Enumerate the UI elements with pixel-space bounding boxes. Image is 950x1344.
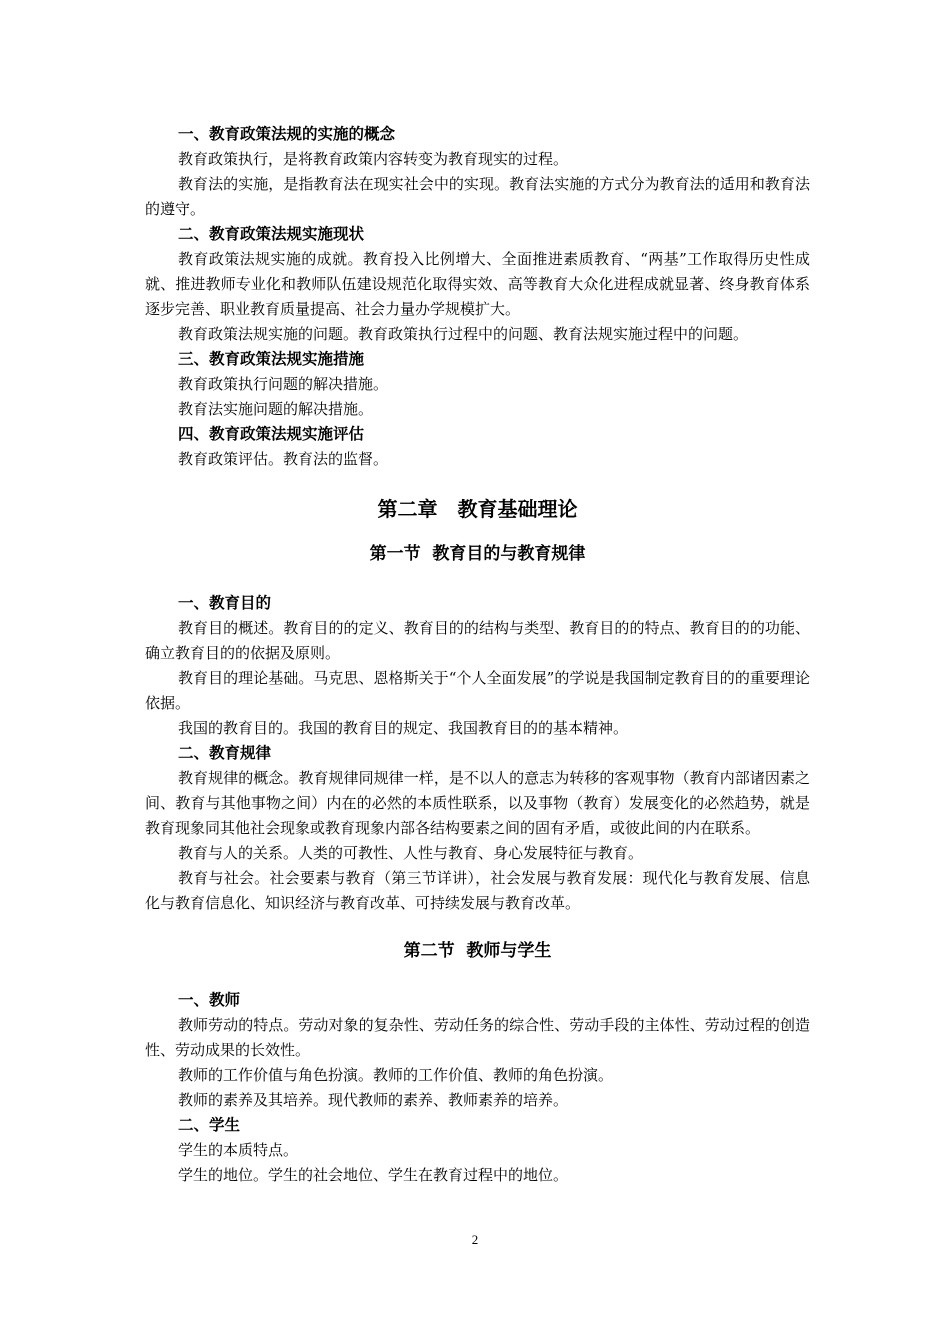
document-page xyxy=(145,122,810,1188)
paragraph: 教育目的概述。教育目的的定义、教育目的的结构与类型、教育目的的特点、教育目的的功能、确立教育目的的依据及原则。 xyxy=(145,619,810,662)
paragraph: 教育法的实施，是指教育法在现实社会中的实现。教育法实施的方式分为教育法的适用和教育法的遵守。 xyxy=(145,175,810,218)
paragraph: 教育目的理论基础。马克思、恩格斯关于“个人全面发展”的学说是我国制定教育目的的重要理论依据。 xyxy=(145,669,810,712)
paragraph: 教育与人的关系。人类的可教性、人性与教育、身心发展特征与教育。 xyxy=(178,844,644,862)
heading-student: 二、学生 xyxy=(178,1116,241,1134)
section-title: 第一节 教育目的与教育规律 xyxy=(369,544,586,564)
paragraph: 学生的地位。学生的社会地位、学生在教育过程中的地位。 xyxy=(178,1166,569,1184)
paragraph: 教师的工作价值与角色扮演。教师的工作价值、教师的角色扮演。 xyxy=(178,1066,614,1084)
paragraph: 教育政策法规实施的成就。教育投入比例增大、全面推进素质教育、“两基”工作取得历史性成就、推进教师专业化和教师队伍建设规范化取得实效、高等教育大众化进程成就显著、终身教育体系逐步完善、职业教育质量提高、社会力量办学规模扩大。 xyxy=(145,250,810,318)
paragraph: 教师劳动的特点。劳动对象的复杂性、劳动任务的综合性、劳动手段的主体性、劳动过程的创造性、劳动成果的长效性。 xyxy=(145,1016,810,1059)
heading-implementation-status: 二、教育政策法规实施现状 xyxy=(178,225,365,243)
paragraph: 教育政策评估。教育法的监督。 xyxy=(178,450,389,468)
heading-teacher: 一、教师 xyxy=(178,991,241,1009)
paragraph: 教育政策执行问题的解决措施。 xyxy=(178,375,389,393)
paragraph: 教育与社会。社会要素与教育（第三节详讲），社会发展与教育发展：现代化与教育发展、信息化与教育信息化、知识经济与教育改革、可持续发展与教育改革。 xyxy=(145,869,810,912)
paragraph: 教育政策执行，是将教育政策内容转变为教育现实的过程。 xyxy=(178,150,569,168)
paragraph: 学生的本质特点。 xyxy=(178,1141,299,1159)
paragraph: 教师的素养及其培养。现代教师的素养、教师素养的培养。 xyxy=(178,1091,569,1109)
heading-implementation-evaluation: 四、教育政策法规实施评估 xyxy=(178,425,365,443)
page-number: 2 xyxy=(471,1232,479,1247)
heading-implementation-measures: 三、教育政策法规实施措施 xyxy=(178,350,365,368)
heading-education-aims: 一、教育目的 xyxy=(178,594,272,612)
paragraph: 我国的教育目的。我国的教育目的规定、我国教育目的的基本精神。 xyxy=(178,719,629,737)
heading-education-laws: 二、教育规律 xyxy=(178,744,272,762)
section-title: 第二节 教师与学生 xyxy=(403,941,552,961)
chapter-title: 第二章 教育基础理论 xyxy=(377,497,578,521)
paragraph: 教育规律的概念。教育规律同规律一样，是不以人的意志为转移的客观事物（教育内部诸因素之间、教育与其他事物之间）内在的必然的本质性联系，以及事物（教育）发展变化的必然趋势，就是教育现象同其他社会现象或教育现象内部各结构要素之间的固有矛盾，或彼此间的内在联系。 xyxy=(145,769,810,837)
paragraph: 教育政策法规实施的问题。教育政策执行过程中的问题、教育法规实施过程中的问题。 xyxy=(178,325,749,343)
paragraph: 教育法实施问题的解决措施。 xyxy=(178,400,374,418)
heading-implementation-concept: 一、教育政策法规的实施的概念 xyxy=(178,125,396,143)
